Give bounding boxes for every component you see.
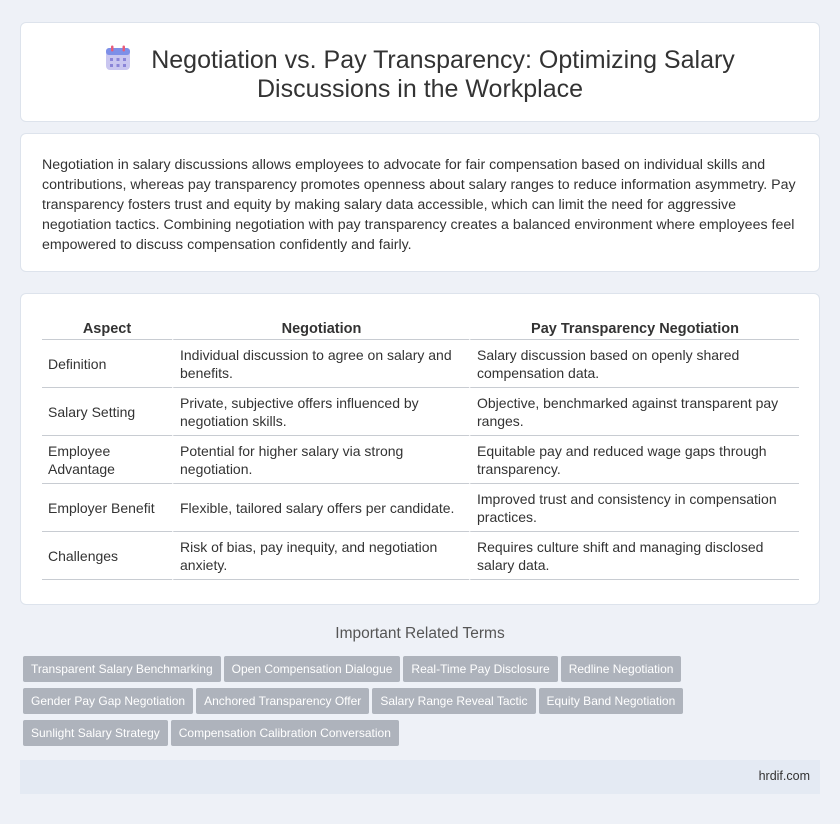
- footer-bar: [20, 760, 820, 794]
- table-row: [42, 436, 799, 484]
- table-cell: Flexible, tailored salary offers per candidate.: [172, 484, 469, 532]
- table-header-row: [42, 316, 799, 340]
- table-cell: Definition: [42, 340, 172, 388]
- related-term-tag[interactable]: Sunlight Salary Strategy: [23, 720, 168, 746]
- page-title: Negotiation vs. Pay Transparency: Optimizing Salary Discussions in the Workplace: [151, 46, 735, 103]
- title-card: [20, 22, 820, 122]
- column-header: Pay Transparency Negotiation: [469, 316, 799, 340]
- table-cell: Salary discussion based on openly shared compensation data.: [469, 340, 799, 388]
- footer-site-link[interactable]: hrdif.com: [758, 769, 810, 783]
- related-term-tag[interactable]: Open Compensation Dialogue: [224, 656, 401, 682]
- related-term-tag[interactable]: Anchored Transparency Offer: [196, 688, 369, 714]
- table-row: [42, 388, 799, 436]
- table-row: [42, 484, 799, 532]
- table-cell: Employer Benefit: [42, 484, 172, 532]
- related-term-tag[interactable]: Compensation Calibration Conversation: [171, 720, 399, 746]
- table-cell: Challenges: [42, 532, 172, 580]
- page-title-wrap: [51, 45, 789, 104]
- table-cell: Salary Setting: [42, 388, 172, 436]
- table-cell: Employee Advantage: [42, 436, 172, 484]
- related-term-tag[interactable]: Equity Band Negotiation: [539, 688, 684, 714]
- related-term-tag[interactable]: Salary Range Reveal Tactic: [372, 688, 535, 714]
- table-cell: Objective, benchmarked against transparent pay ranges.: [469, 388, 799, 436]
- related-terms-list: [23, 656, 723, 752]
- intro-paragraph: Negotiation in salary discussions allows employees to advocate for fair compensation based on individual skills and contributions, whereas pay transparency promotes openness about salary ranges to reduce information asymmetry. Pay transparency fosters trust and equity by making salary data accessible, which can limit the need for aggressive negotiation tactics. Combining negotiation with pay transparency creates a balanced environment where employees feel empowered to discuss compensation confidently and fairly.: [42, 157, 796, 253]
- column-header: Negotiation: [172, 316, 469, 340]
- table-cell: Requires culture shift and managing disclosed salary data.: [469, 532, 799, 580]
- related-term-tag[interactable]: Gender Pay Gap Negotiation: [23, 688, 193, 714]
- table-cell: Equitable pay and reduced wage gaps through transparency.: [469, 436, 799, 484]
- related-term-tag[interactable]: Real-Time Pay Disclosure: [403, 656, 557, 682]
- table-cell: Risk of bias, pay inequity, and negotiation anxiety.: [172, 532, 469, 580]
- table-cell: Private, subjective offers influenced by negotiation skills.: [172, 388, 469, 436]
- related-terms-heading: Important Related Terms: [335, 625, 505, 642]
- column-header: Aspect: [42, 316, 172, 340]
- table-cell: Potential for higher salary via strong negotiation.: [172, 436, 469, 484]
- calendar-icon: [105, 45, 131, 71]
- related-term-tag[interactable]: Redline Negotiation: [561, 656, 682, 682]
- table-cell: Individual discussion to agree on salary and benefits.: [172, 340, 469, 388]
- intro-card: [20, 133, 820, 272]
- comparison-table: [42, 316, 799, 580]
- table-cell: Improved trust and consistency in compensation practices.: [469, 484, 799, 532]
- comparison-card: [20, 293, 820, 605]
- table-row: [42, 340, 799, 388]
- related-term-tag[interactable]: Transparent Salary Benchmarking: [23, 656, 221, 682]
- table-row: [42, 532, 799, 580]
